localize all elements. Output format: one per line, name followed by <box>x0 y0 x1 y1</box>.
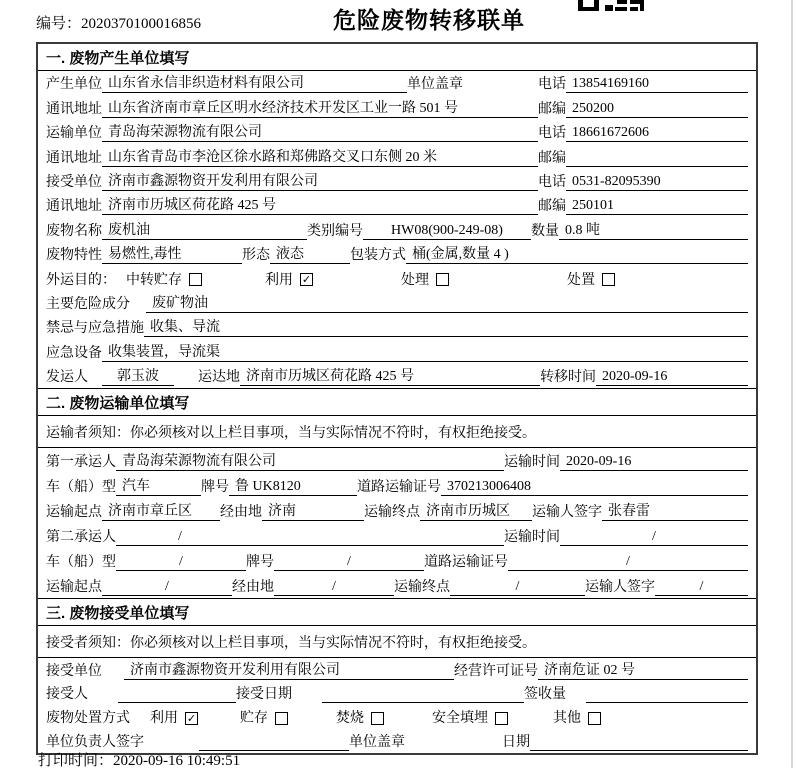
transporter-zip-value <box>566 150 748 167</box>
address-label: 通讯地址 <box>46 101 102 117</box>
disposal-option-use <box>150 707 198 727</box>
category-value: HW08(900-249-08) <box>363 223 531 240</box>
destination-value: 济南市历城区荷花路 425 号 <box>240 365 540 386</box>
plate-label: 牌号 <box>201 480 229 496</box>
shipper-label: 发运人 <box>46 370 88 386</box>
section3-header: 三. 废物接受单位填写 <box>38 598 756 626</box>
route-start1-value: 济南市章丘区 <box>102 500 220 521</box>
purpose-option-use <box>265 269 313 289</box>
road-cert2-value: / <box>508 554 748 571</box>
phone-label: 电话 <box>538 77 566 93</box>
packing-label: 包装方式 <box>350 248 406 264</box>
checkbox-label: 其他 <box>553 711 581 727</box>
vehicle-type-label: 车（船）型 <box>46 555 116 571</box>
equipment-label: 应急设备 <box>46 345 102 361</box>
disposal-label: 废物处置方式 <box>46 711 130 727</box>
transporter-notice: 运输者须知：你必须核对以上栏目事项，当与实际情况不符时，有权拒绝接受。 <box>38 416 756 448</box>
carrier-sign1-value: 张春雷 <box>602 500 748 521</box>
sign-date-label: 日期 <box>502 734 530 750</box>
transporter-value: 青岛海荣源物流有限公司 <box>102 121 538 142</box>
checkbox-label: 中转贮存 <box>126 272 182 288</box>
transfer-time-label: 转移时间 <box>540 370 596 386</box>
carrier-sign-label: 运输人签字 <box>585 580 655 596</box>
checkbox: ✓ <box>301 273 312 287</box>
seal-label: 单位盖章 <box>407 77 463 93</box>
checkbox <box>436 273 449 286</box>
qr-code-fragment <box>578 0 644 11</box>
transfer-time-value: 2020-09-16 <box>596 369 748 386</box>
purpose-option-treat <box>401 269 449 289</box>
accept-date-value <box>322 686 524 703</box>
carrier1-label: 第一承运人 <box>46 455 116 471</box>
acceptor-label: 接受人 <box>46 687 88 703</box>
checkbox-label: 焚烧 <box>336 711 364 727</box>
row-shipper <box>38 364 756 388</box>
row-route1 <box>38 498 756 523</box>
sign-date-value <box>530 734 748 751</box>
row-purpose <box>38 266 756 290</box>
producer-zip-value: 250200 <box>566 101 748 118</box>
road-cert1-value: 370213006408 <box>441 479 748 496</box>
transporter-phone-value: 18661672606 <box>566 125 748 142</box>
disposal-option-store <box>240 707 288 727</box>
route-via1-value: 济南 <box>262 500 364 521</box>
checkbox-label: 利用 <box>150 711 178 727</box>
row-producer <box>38 71 756 95</box>
page-title: 危险废物转移联单 <box>333 8 525 33</box>
receiver-zip-value: 250101 <box>566 198 748 215</box>
producer-label: 产生单位 <box>46 77 102 93</box>
row-route2 <box>38 573 756 598</box>
row-receiving-unit <box>38 658 756 682</box>
checkbox-label: 贮存 <box>240 711 268 727</box>
packing-value: 桶(金属,数量 4 ) <box>406 243 748 264</box>
checkbox <box>588 712 601 725</box>
checkbox-label: 利用 <box>265 272 293 288</box>
receiving-unit-label: 接受单位 <box>46 663 102 679</box>
hazard-label: 主要危险成分 <box>46 296 130 312</box>
section-transporter <box>38 388 756 598</box>
shipper-value: 郭玉波 <box>102 365 174 386</box>
disposal-option-incinerate <box>336 707 384 727</box>
receipt-qty-label: 签收量 <box>524 687 566 703</box>
serial-label: 编号： <box>36 16 82 32</box>
serial-value: 2020370100016856 <box>81 16 202 32</box>
row-main-hazard <box>38 291 756 315</box>
row-acceptor <box>38 682 756 706</box>
road-cert-label: 道路运输证号 <box>424 555 508 571</box>
producer-phone-value: 13854169160 <box>566 76 748 93</box>
phone-label: 电话 <box>538 174 566 190</box>
route-end-label: 运输终点 <box>364 505 420 521</box>
carrier-sign2-value: / <box>655 579 748 596</box>
carrier-sign-label: 运输人签字 <box>532 505 602 521</box>
receiver-value: 济南市鑫源物资开发利用有限公司 <box>102 170 538 191</box>
row-transporter-address <box>38 144 756 168</box>
route-via2-value: / <box>274 579 394 596</box>
checkbox <box>275 712 288 725</box>
checkbox-label: 处置 <box>567 272 595 288</box>
receiving-unit-value: 济南市鑫源物资开发利用有限公司 <box>124 659 454 680</box>
serial-number <box>36 12 201 33</box>
character-label: 废物特性 <box>46 248 102 264</box>
scan-edge-line <box>791 0 793 768</box>
equipment-value: 收集装置，导流渠 <box>102 341 748 362</box>
checkbox <box>602 273 615 286</box>
license-label: 经营许可证号 <box>454 663 538 679</box>
quantity-value: 0.8 吨 <box>559 219 748 240</box>
checkbox-label: 安全填埋 <box>432 711 488 727</box>
row-vehicle1 <box>38 473 756 498</box>
receiver-address-value: 济南市历城区荷花路 425 号 <box>102 194 538 215</box>
address-label: 通讯地址 <box>46 199 102 215</box>
vehicle2-value: / <box>116 554 246 571</box>
waste-name-value: 废机油 <box>102 219 307 240</box>
section2-header: 二. 废物运输单位填写 <box>38 388 756 416</box>
route-end1-value: 济南市历城区 <box>420 500 532 521</box>
acceptor-value <box>118 686 236 703</box>
license-value: 济南危证 02 号 <box>538 659 748 680</box>
receiver-phone-value: 0531-82095390 <box>566 174 748 191</box>
receiver-notice: 接受者须知：你必须核对以上栏目事项，当与实际情况不符时，有权拒绝接受。 <box>38 626 756 658</box>
producer-address-value: 山东省济南市章丘区明水经济技术开发区工业一路 501 号 <box>102 97 538 118</box>
phone-label: 电话 <box>538 126 566 142</box>
form-value: 液态 <box>270 243 350 264</box>
character-value: 易燃性,毒性 <box>102 243 242 264</box>
checkbox: ✓ <box>186 711 197 725</box>
row-receiver-address <box>38 193 756 217</box>
carrier1-value: 青岛海荣源物流有限公司 <box>116 450 504 471</box>
transport-time-label: 运输时间 <box>504 530 560 546</box>
row-vehicle2 <box>38 548 756 573</box>
row-transporter <box>38 120 756 144</box>
route-via-label: 经由地 <box>220 505 262 521</box>
route-via-label: 经由地 <box>232 580 274 596</box>
plate-label: 牌号 <box>246 555 274 571</box>
receipt-qty-value <box>586 686 748 703</box>
accept-date-label: 接受日期 <box>236 687 292 703</box>
destination-label: 运达地 <box>198 370 240 386</box>
form-label: 形态 <box>242 248 270 264</box>
row-disposal-method <box>38 705 756 729</box>
quantity-label: 数量 <box>531 223 559 239</box>
row-carrier1 <box>38 448 756 473</box>
row-carrier2 <box>38 523 756 548</box>
category-label: 类别编号 <box>307 223 363 239</box>
checkbox <box>189 273 202 286</box>
print-time-label: 打印时间： <box>38 753 114 768</box>
transport-time2-value: / <box>560 529 748 546</box>
purpose-label: 外运目的： <box>46 272 116 288</box>
road-cert-label: 道路运输证号 <box>357 480 441 496</box>
print-time-value: 2020-09-16 10:49:51 <box>113 753 241 768</box>
vehicle-type-label: 车（船）型 <box>46 480 116 496</box>
row-receiver <box>38 169 756 193</box>
responsible-sign-label: 单位负责人签字 <box>46 734 144 750</box>
receiver-label: 接受单位 <box>46 174 102 190</box>
purpose-option-transfer <box>126 269 202 289</box>
checkbox-label: 处理 <box>401 272 429 288</box>
route-end-label: 运输终点 <box>394 580 450 596</box>
hazard-value: 废矿物油 <box>146 292 748 313</box>
plate1-value: 鲁 UK8120 <box>229 475 357 496</box>
plate2-value: / <box>274 554 424 571</box>
section-producer <box>38 44 756 388</box>
checkbox <box>495 712 508 725</box>
manifest-form <box>36 42 758 755</box>
producer-value: 山东省永信非织造材料有限公司 <box>102 72 407 93</box>
carrier2-value: / <box>116 529 504 546</box>
zip-label: 邮编 <box>538 101 566 117</box>
print-time <box>38 749 240 768</box>
purpose-option-dispose <box>567 269 615 289</box>
zip-label: 邮编 <box>538 199 566 215</box>
taboo-label: 禁忌与应急措施 <box>46 321 144 337</box>
row-producer-address <box>38 95 756 119</box>
row-emergency-equipment <box>38 339 756 363</box>
transporter-label: 运输单位 <box>46 126 102 142</box>
checkbox <box>371 712 384 725</box>
section1-header: 一. 废物产生单位填写 <box>38 44 756 71</box>
taboo-value: 收集、导流 <box>144 316 748 337</box>
unit-seal-label: 单位盖章 <box>349 734 405 750</box>
address-label: 通讯地址 <box>46 150 102 166</box>
disposal-option-other <box>553 707 601 727</box>
route-start2-value: / <box>102 579 232 596</box>
route-start-label: 运输起点 <box>46 505 102 521</box>
transport-time1-value: 2020-09-16 <box>560 454 748 471</box>
disposal-option-landfill <box>432 707 508 727</box>
carrier2-label: 第二承运人 <box>46 530 116 546</box>
row-taboo-measures <box>38 315 756 339</box>
vehicle1-value: 汽车 <box>116 475 201 496</box>
section-receiver <box>38 598 756 753</box>
transport-time-label: 运输时间 <box>504 455 560 471</box>
route-end2-value: / <box>450 579 585 596</box>
zip-label: 邮编 <box>538 150 566 166</box>
row-waste-name <box>38 217 756 241</box>
transporter-address-value: 山东省青岛市李沧区徐水路和郑佛路交叉口东侧 20 米 <box>102 146 538 167</box>
route-start-label: 运输起点 <box>46 580 102 596</box>
waste-name-label: 废物名称 <box>46 223 102 239</box>
row-waste-character <box>38 242 756 266</box>
